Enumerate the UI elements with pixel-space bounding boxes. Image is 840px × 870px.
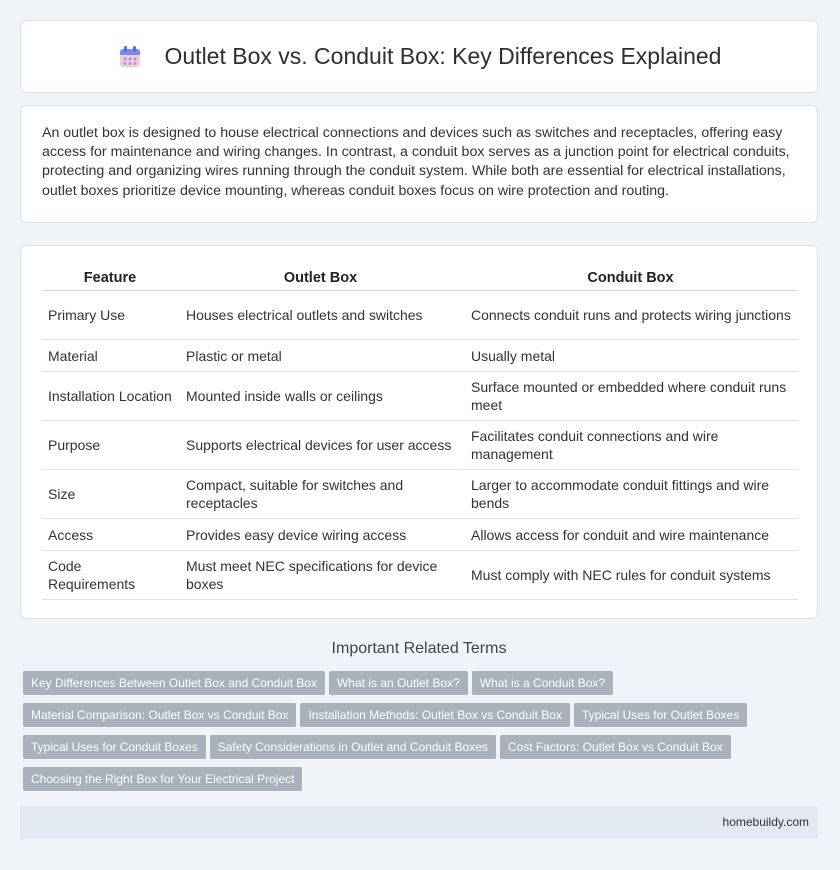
footer-site-link[interactable]: homebuildy.com — [722, 815, 809, 829]
table-row — [42, 470, 798, 519]
intro-text: An outlet box is designed to house electrical connections and devices such as switches and receptacles, offering easy access for maintenance and wiring changes. In contrast, a conduit box serves as a junction point for electrical conduits, protecting and organizing wires running through the conduit system. While both are essential for electrical installations, outlet boxes prioritize device mounting, whereas conduit boxes focus on wire protection and routing. — [42, 125, 790, 199]
related-tag[interactable]: Typical Uses for Conduit Boxes — [23, 735, 206, 759]
outlet-box-cell: Provides easy device wiring access — [178, 519, 463, 551]
comparison-table — [42, 265, 798, 600]
related-tag[interactable]: What is a Conduit Box? — [472, 671, 613, 695]
table-row — [42, 519, 798, 551]
related-tag[interactable]: Safety Considerations in Outlet and Conduit Boxes — [210, 735, 496, 759]
page-title: Outlet Box vs. Conduit Box: Key Differences Explained — [164, 43, 722, 69]
related-tag[interactable]: Choosing the Right Box for Your Electrical Project — [23, 767, 302, 791]
outlet-box-cell: Mounted inside walls or ceilings — [178, 372, 463, 421]
conduit-box-cell: Must comply with NEC rules for conduit systems — [463, 551, 798, 600]
conduit-box-cell: Facilitates conduit connections and wire management — [463, 421, 798, 470]
outlet-box-cell: Supports electrical devices for user access — [178, 421, 463, 470]
intro-card — [20, 105, 818, 223]
title-card — [20, 20, 818, 93]
table-header-row — [42, 265, 798, 291]
feature-cell: Material — [42, 340, 178, 372]
outlet-box-cell: Must meet NEC specifications for device boxes — [178, 551, 463, 600]
related-tag[interactable]: Key Differences Between Outlet Box and Conduit Box — [23, 671, 325, 695]
table-row — [42, 372, 798, 421]
feature-cell: Primary Use — [42, 291, 178, 340]
related-tag[interactable]: Installation Methods: Outlet Box vs Conduit Box — [300, 703, 569, 727]
conduit-box-cell: Larger to accommodate conduit fittings and wire bends — [463, 470, 798, 519]
table-row — [42, 291, 798, 340]
feature-cell: Code Requirements — [42, 551, 178, 600]
table-row — [42, 421, 798, 470]
footer — [20, 806, 818, 839]
header-feature: Feature — [42, 265, 178, 291]
calendar-icon — [117, 44, 143, 70]
feature-cell: Access — [42, 519, 178, 551]
feature-cell: Purpose — [42, 421, 178, 470]
related-tag[interactable]: Material Comparison: Outlet Box vs Conduit Box — [23, 703, 296, 727]
related-terms-section — [20, 640, 818, 658]
comparison-card — [20, 245, 818, 619]
conduit-box-cell: Connects conduit runs and protects wiring junctions — [463, 291, 798, 340]
conduit-box-cell: Usually metal — [463, 340, 798, 372]
outlet-box-cell: Compact, suitable for switches and receptacles — [178, 470, 463, 519]
table-row — [42, 340, 798, 372]
header-outlet-box: Outlet Box — [178, 265, 463, 291]
conduit-box-cell: Surface mounted or embedded where conduit runs meet — [463, 372, 798, 421]
outlet-box-cell: Houses electrical outlets and switches — [178, 291, 463, 340]
conduit-box-cell: Allows access for conduit and wire maintenance — [463, 519, 798, 551]
related-terms-title: Important Related Terms — [331, 640, 507, 657]
header-conduit-box: Conduit Box — [463, 265, 798, 291]
related-tags — [23, 671, 803, 799]
feature-cell: Size — [42, 470, 178, 519]
table-row — [42, 551, 798, 600]
related-tag[interactable]: What is an Outlet Box? — [329, 671, 468, 695]
feature-cell: Installation Location — [42, 372, 178, 421]
outlet-box-cell: Plastic or metal — [178, 340, 463, 372]
related-tag[interactable]: Cost Factors: Outlet Box vs Conduit Box — [500, 735, 731, 759]
related-tag[interactable]: Typical Uses for Outlet Boxes — [574, 703, 747, 727]
